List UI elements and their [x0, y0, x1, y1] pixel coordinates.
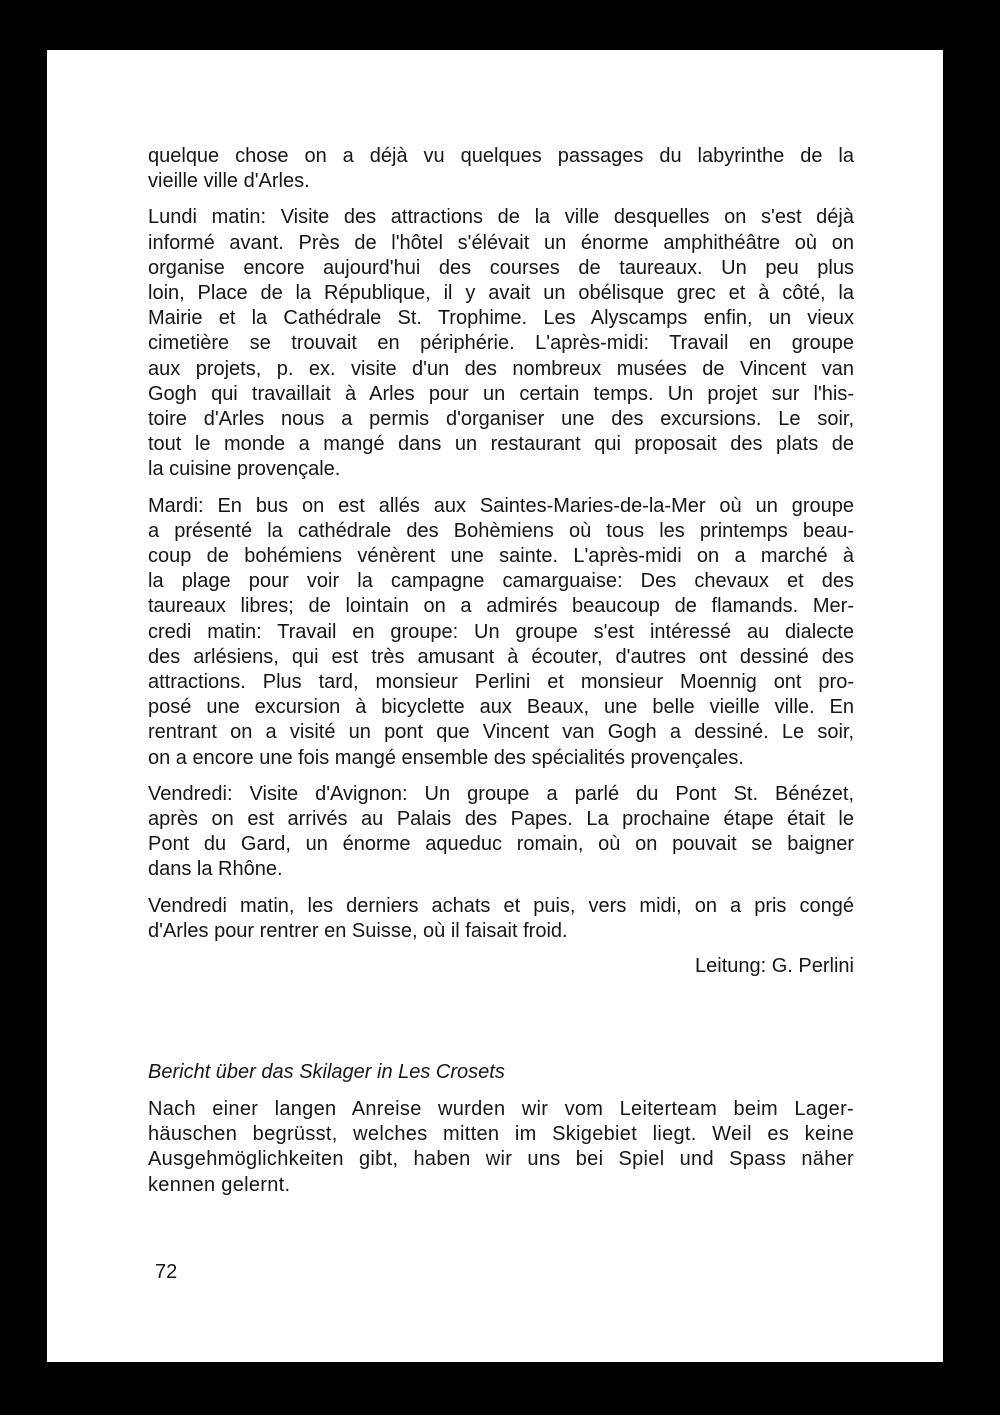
text-line: Vendredi matin, les derniers achats et puis, vers midi, on a pris congé	[148, 894, 854, 917]
text-line: Vendredi: Visite d'Avignon: Un groupe a parlé du Pont St. Bénézet,	[148, 782, 854, 805]
text-line: posé une excursion à bicyclette aux Beaux, une belle vieille ville. En	[148, 696, 854, 719]
text-line: attractions. Plus tard, monsieur Perlini et monsieur Moennig ont pro-	[148, 671, 854, 694]
paragraph	[148, 782, 854, 883]
text-line: kennen gelernt.	[148, 1173, 291, 1196]
text-line: la cuisine provençale.	[148, 458, 341, 481]
text-line: credi matin: Travail en groupe: Un groupe s'est intéressé au dialecte	[148, 620, 854, 643]
text-line: tout le monde a mangé dans un restaurant qui proposait des plats de	[148, 433, 854, 456]
text-line: vieille ville d'Arles.	[148, 170, 310, 193]
text-line: cimetière se trouvait en périphérie. L'après-midi: Travail en groupe	[148, 332, 854, 355]
document-page	[47, 50, 943, 1362]
text-line: la plage pour voir la campagne camarguaise: Des chevaux et des	[148, 570, 854, 593]
text-line: Gogh qui travaillait à Arles pour un certain temps. Un projet sur l'his-	[148, 382, 854, 405]
page-number: 72	[155, 1261, 178, 1283]
section-paragraph	[148, 1097, 854, 1198]
body-text	[148, 144, 854, 1196]
text-line: Ausgehmöglichkeiten gibt, haben wir uns bei Spiel und Spass näher	[148, 1148, 854, 1171]
text-line: Mardi: En bus on est allés aux Saintes-Maries-de-la-Mer où un groupe	[148, 494, 854, 517]
text-line: häuschen begrüsst, welches mitten im Skigebiet liegt. Weil es keine	[148, 1123, 854, 1146]
text-line: informé avant. Près de l'hôtel s'élévait un énorme amphithéâtre où on	[148, 231, 854, 254]
text-line: coup de bohémiens vénèrent une sainte. L'après-midi on a marché à	[148, 545, 854, 568]
text-line: loin, Place de la République, il y avait un obélisque grec et à côté, la	[148, 282, 854, 305]
text-line: aux projets, p. ex. visite d'un des nombreux musées de Vincent van	[148, 357, 854, 380]
text-line: toire d'Arles nous a permis d'organiser une des excursions. Le soir,	[148, 408, 854, 431]
paragraph	[148, 494, 854, 771]
text-line: quelque chose on a déjà vu quelques passages du labyrinthe de la	[148, 145, 854, 167]
text-line: Pont du Gard, un énorme aqueduc romain, où on pouvait se baigner	[148, 833, 854, 856]
text-line: après on est arrivés au Palais des Papes. La prochaine étape était le	[148, 808, 854, 831]
text-line: Nach einer langen Anreise wurden wir vom Leiterteam beim Lager-	[148, 1098, 854, 1120]
french-report	[148, 144, 854, 944]
text-line: dans la Rhône.	[148, 858, 283, 881]
paragraph	[148, 894, 854, 944]
text-line: a présenté la cathédrale des Bohèmiens où tous les printemps beau-	[148, 519, 854, 542]
section-heading: Bericht über das Skilager in Les Crosets	[148, 1061, 505, 1083]
text-line: des arlésiens, qui est très amusant à écouter, d'autres ont dessiné des	[148, 645, 854, 668]
paragraph	[148, 144, 854, 194]
paragraph	[148, 205, 854, 482]
text-line: rentrant on a visité un pont que Vincent van Gogh a dessiné. Le soir,	[148, 721, 854, 744]
text-line: d'Arles pour rentrer en Suisse, où il faisait froid.	[148, 919, 568, 942]
text-line: taureaux libres; de lointain on a admirés beaucoup de flamands. Mer-	[148, 595, 854, 618]
text-line: Lundi matin: Visite des attractions de la ville desquelles on s'est déjà	[148, 206, 854, 229]
text-line: organise encore aujourd'hui des courses de taureaux. Un peu plus	[148, 256, 854, 279]
signature: Leitung: G. Perlini	[695, 955, 854, 978]
text-line: on a encore une fois mangé ensemble des spécialités provençales.	[148, 746, 744, 769]
text-line: Mairie et la Cathédrale St. Trophime. Les Alyscamps enfin, un vieux	[148, 307, 854, 330]
